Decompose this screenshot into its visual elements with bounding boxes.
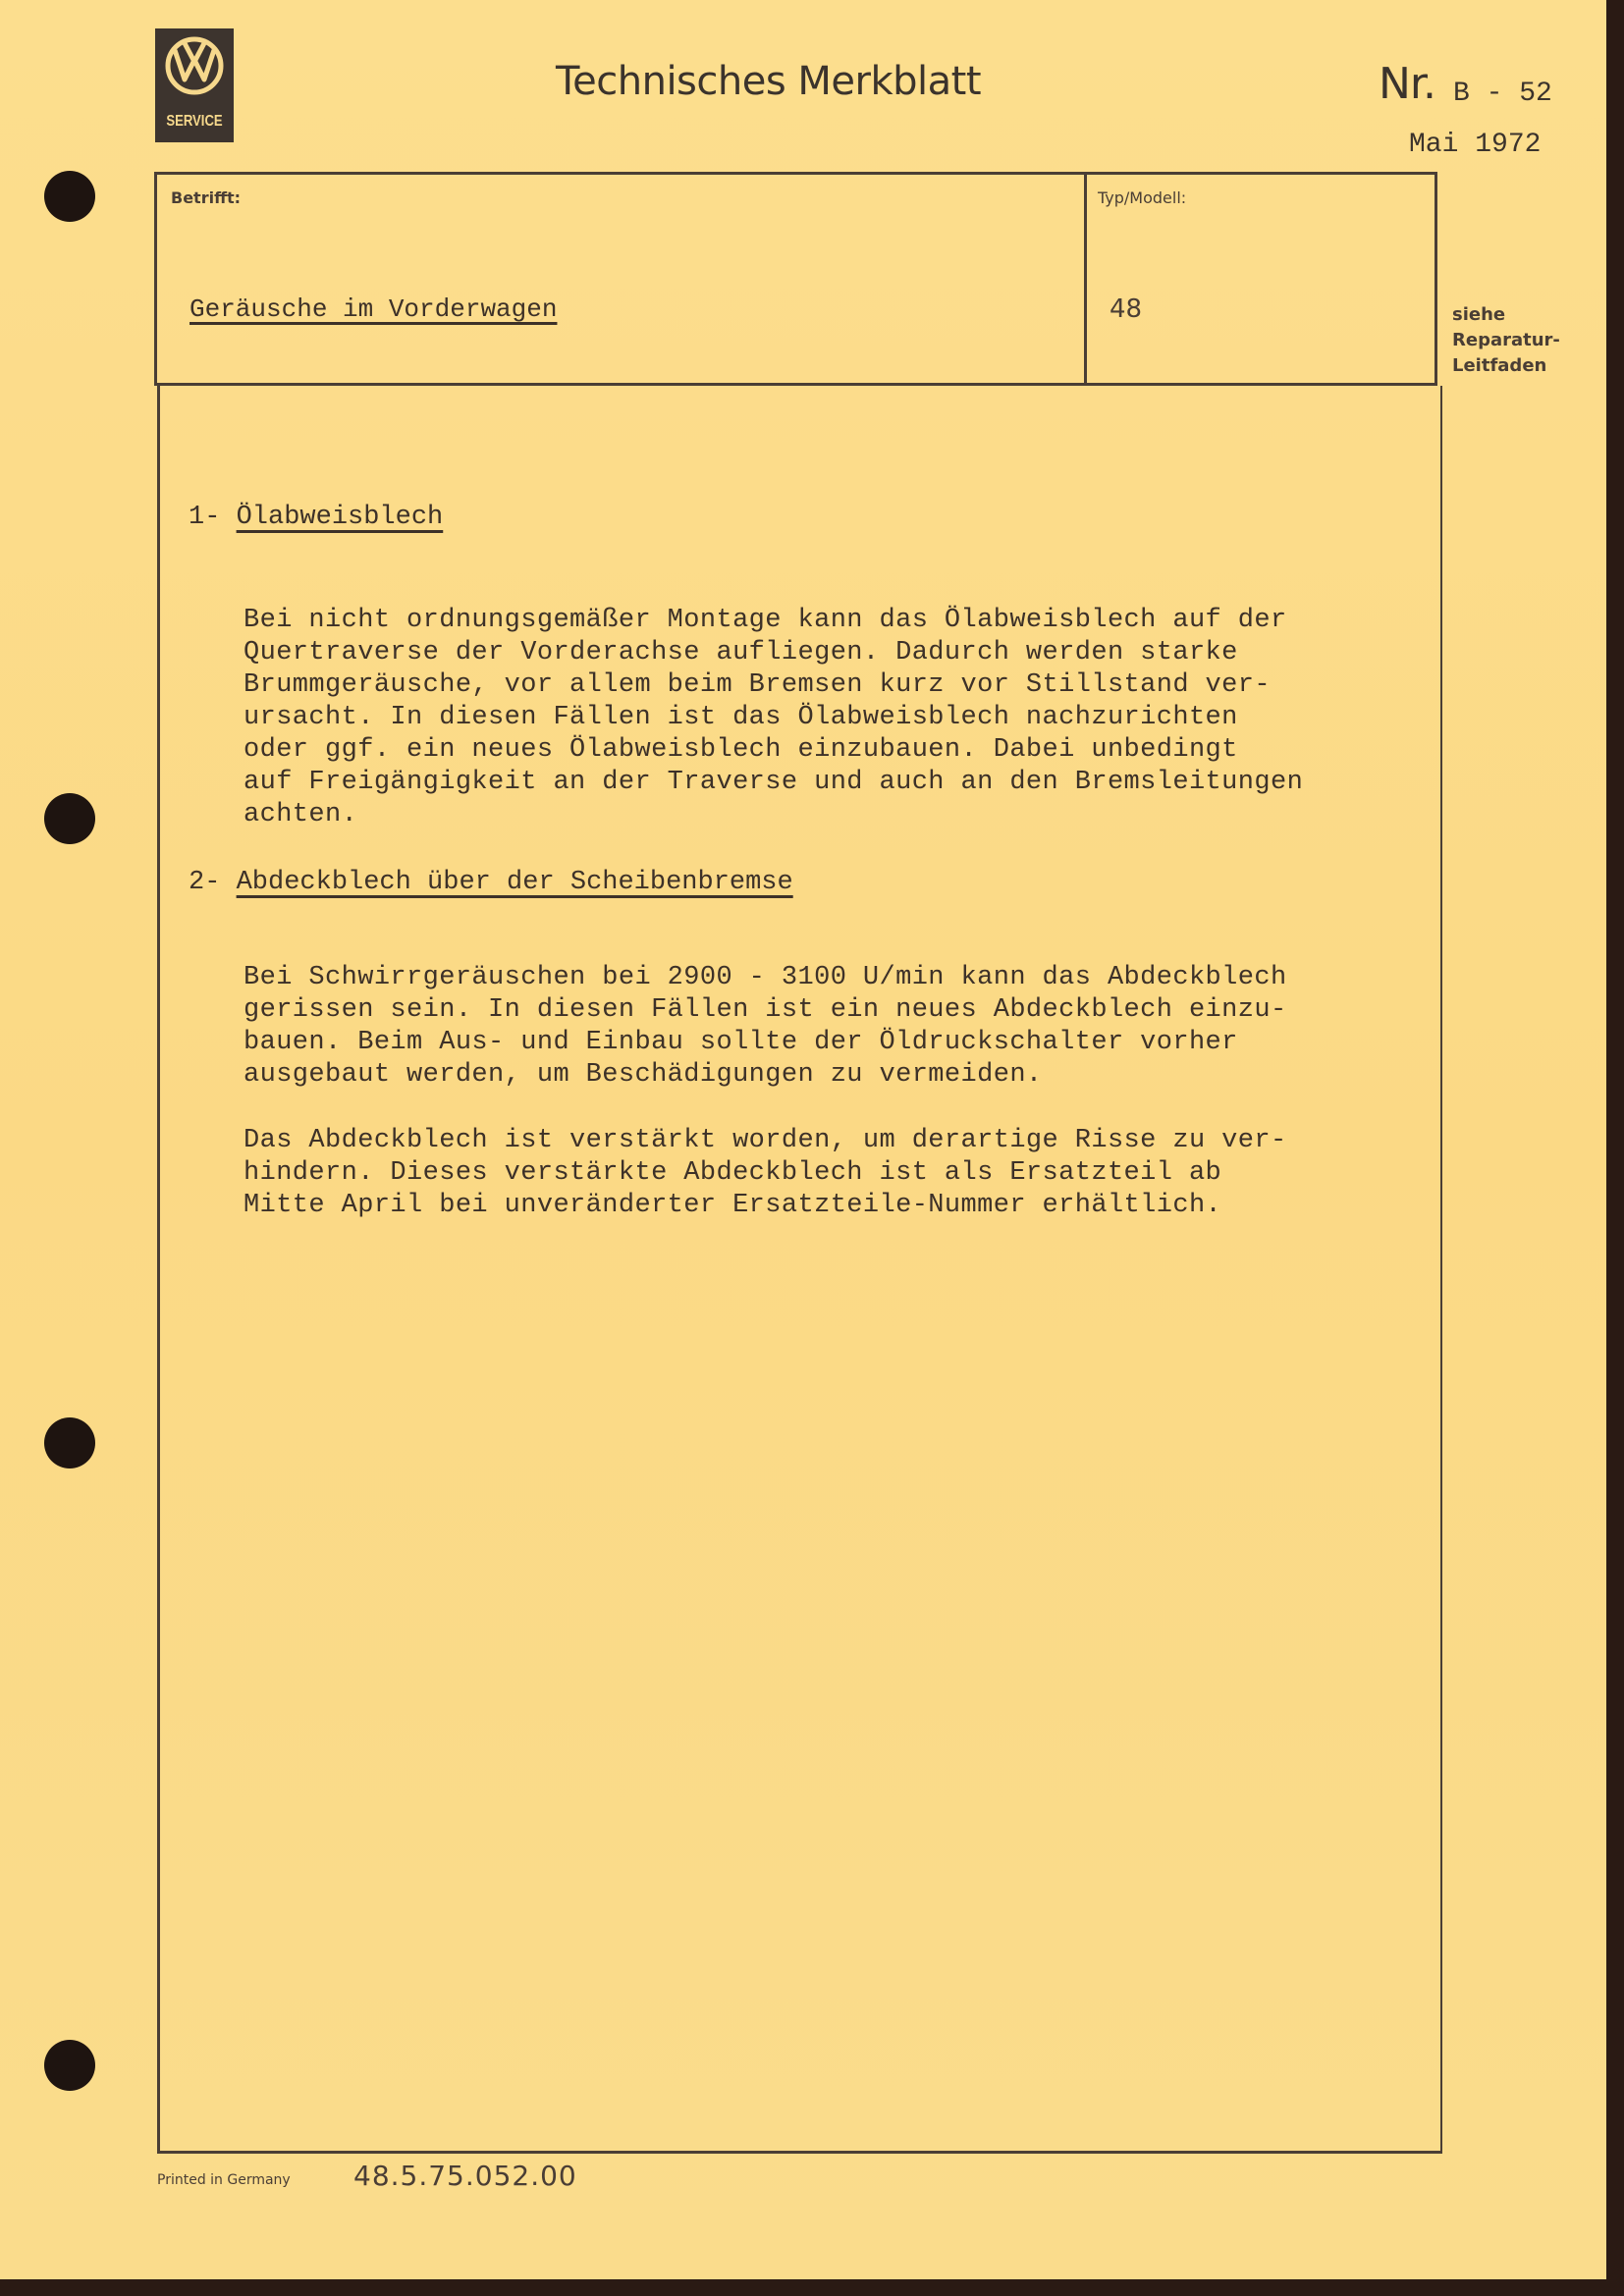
betrifft-label: Betrifft: — [171, 188, 242, 207]
subject-box — [154, 172, 1437, 386]
side-note — [1452, 302, 1560, 379]
punch-hole — [44, 1417, 95, 1468]
logo-service-text: SERVICE — [166, 113, 223, 130]
document-date: Mai 1972 — [1409, 130, 1542, 160]
section-number: 1- — [189, 503, 237, 532]
model-number: 48 — [1110, 294, 1143, 324]
punch-hole — [44, 2040, 95, 2091]
header-divider — [1084, 175, 1087, 383]
section-number: 2- — [189, 868, 237, 897]
side-note-line: Leitfaden — [1452, 355, 1547, 376]
document-number: B - 52 — [1453, 79, 1552, 109]
vw-logo-icon — [163, 34, 226, 97]
vw-service-logo — [155, 28, 234, 142]
section-heading — [189, 868, 793, 897]
side-note-line: Reparatur- — [1452, 330, 1560, 350]
section-title: Abdeckblech über der Scheibenbremse — [236, 868, 793, 897]
section-title: Ölabweisblech — [236, 503, 444, 532]
section-paragraph: Bei nicht ordnungsgemäßer Montage kann das Ölabweisblech auf der Quertraverse der Vorderachse aufliegen. Dadurch werden starke Brummgeräusche, vor allem beim Bremsen kurz vor Stillstand ver- ursacht. In diesen Fällen ist das Ölabweisblech nachzurichten oder ggf. ein neues Ölabweisblech einzubauen. Dabei unbedingt auf Freigängigkeit an der Traverse und auch an den Bremsleitungen achten. — [244, 606, 1304, 829]
number-label: Nr. — [1379, 59, 1435, 109]
punch-hole — [44, 171, 95, 222]
section-paragraph: Bei Schwirrgeräuschen bei 2900 - 3100 U/min kann das Abdeckblech gerissen sein. In diesen Fällen ist ein neues Abdeckblech einzu- bauen. Beim Aus- und Einbau sollte der Öldruckschalter vorher ausgebaut werden, um Beschädigungen zu vermeiden. — [244, 963, 1287, 1090]
printed-in-germany: Printed in Germany — [157, 2172, 291, 2188]
section-heading — [189, 503, 443, 532]
document-title: Technisches Merkblatt — [556, 59, 982, 104]
typ-modell-label: Typ/Modell: — [1098, 188, 1187, 207]
side-note-line: siehe — [1452, 304, 1506, 325]
punch-hole — [44, 793, 95, 844]
subject-text: Geräusche im Vorderwagen — [189, 294, 558, 324]
section-paragraph: Das Abdeckblech ist verstärkt worden, um derartige Risse zu ver- hindern. Dieses verstärkte Abdeckblech ist als Ersatzteil ab Mitte April bei unveränderter Ersatzteile-Nummer erhältlich. — [244, 1126, 1287, 1220]
form-code: 48.5.75.052.00 — [353, 2160, 577, 2192]
